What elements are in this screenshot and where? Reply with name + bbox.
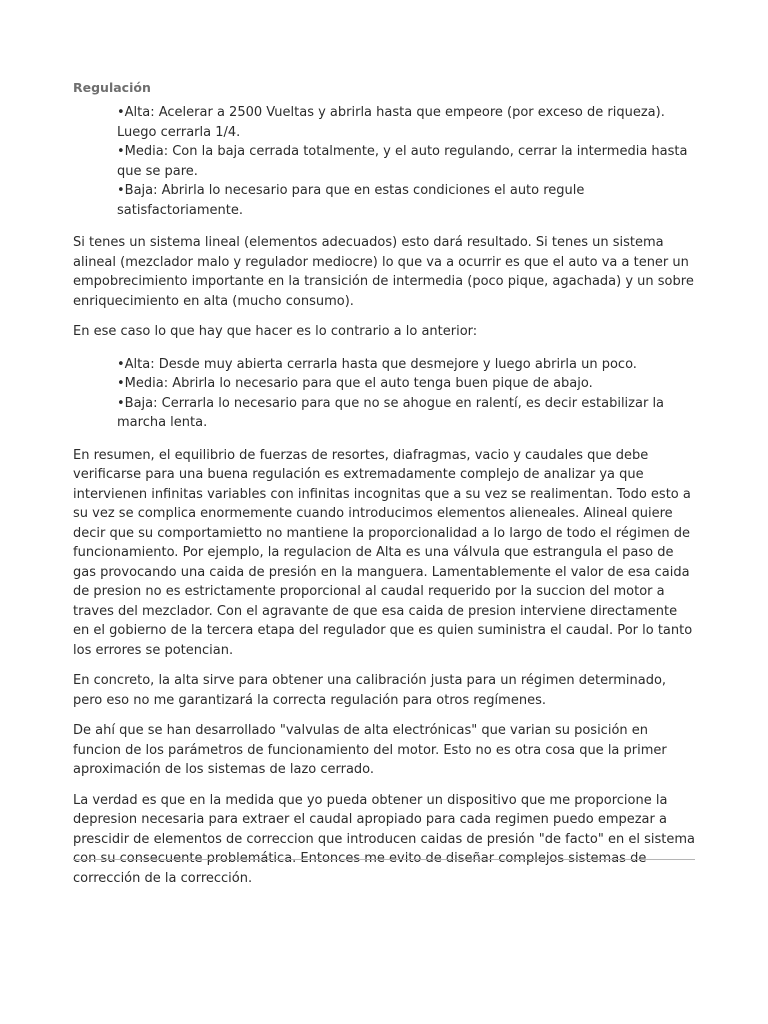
list-item-media: •Media: Con la baja cerrada totalmente, y el auto regulando, cerrar la intermedia hasta que se pare. — [117, 144, 688, 179]
document-body — [73, 79, 695, 899]
list-item-media: •Media: Abrirla lo necesario para que el auto tenga buen pique de abajo. — [117, 376, 593, 391]
section-heading: Regulación — [73, 80, 151, 95]
paragraph-en-ese-caso: En ese caso lo que hay que hacer es lo contrario a lo anterior: — [73, 324, 478, 339]
list-item-alta: •Alta: Acelerar a 2500 Vueltas y abrirla hasta que empeore (por exceso de riqueza). Luego cerrarla 1/4. — [117, 105, 665, 140]
paragraph-de-ahi: De ahí que se han desarrollado "valvulas de alta electrónicas" que varian su posición en funcion de los parámetros de funcionamiento del motor. Esto no es otra cosa que la primer aproximación de los sistemas de lazo cerrado. — [73, 723, 667, 777]
paragraph-en-concreto: En concreto, la alta sirve para obtener una calibración justa para un régimen determinado, pero eso no me garantizará la correcta regulación para otros regímenes. — [73, 673, 667, 708]
paragraph-la-verdad: La verdad es que en la medida que yo pueda obtener un dispositivo que me proporcione la depresion necesaria para extraer el caudal apropiado para cada regimen puedo empezar a prescidir de elementos de correccion que introducen caidas de presión "de facto" en el sistema con su consecuente problemática. Entonces me evito de diseñar complejos sistemas de corrección de la corrección. — [73, 792, 695, 886]
paragraph-en-resumen: En resumen, el equilibrio de fuerzas de resortes, diafragmas, vacio y caudales que debe verificarse para una buena regulación es extremadamente complejo de analizar ya que intervienen infinitas variables con infinitas incognitas que a su vez se realimentan. Todo esto a su vez se complica enormemente cuando introducimos elementos alieneales. Alineal quiere decir que su comportamietto no mantiene la proporcionalidad a lo largo de todo el régimen de funcionamiento. Por ejemplo, la regulacion de Alta es una válvula que estrangula el paso de gas provocando una caida de presión en la manguera. Lamentablemente el valor de esa caida de presion no es estrictamente proporcional al caudal requerido por la succion del motor a traves del mezclador. Con el agravante de que esa caida de presion interviene directamente en el gobierno de la tercera etapa del regulador que es quien suministra el caudal. Por lo tanto los errores se potencian. — [73, 447, 693, 658]
list-item-baja: •Baja: Abrirla lo necesario para que en estas condiciones el auto regule satisfactoriamente. — [117, 183, 585, 218]
list-item-baja: •Baja: Cerrarla lo necesario para que no se ahogue en ralentí, es decir estabilizar la marcha lenta. — [117, 395, 665, 430]
section-divider — [73, 859, 695, 860]
list-item-alta: •Alta: Desde muy abierta cerrarla hasta que desmejore y luego abrirla un poco. — [117, 356, 637, 372]
inverse-steps-list — [73, 355, 695, 433]
paragraph-sistema-lineal: Si tenes un sistema lineal (elementos adecuados) esto dará resultado. Si tenes un sistema alineal (mezclador malo y regulador mediocre) lo que va a ocurrir es que el auto va a tener un empobrecimiento importante en la transición de intermedia (poco pique, agachada) y un sobre enriquecimiento en alta (mucho consumo). — [73, 235, 694, 309]
regulation-steps-list — [73, 103, 695, 220]
